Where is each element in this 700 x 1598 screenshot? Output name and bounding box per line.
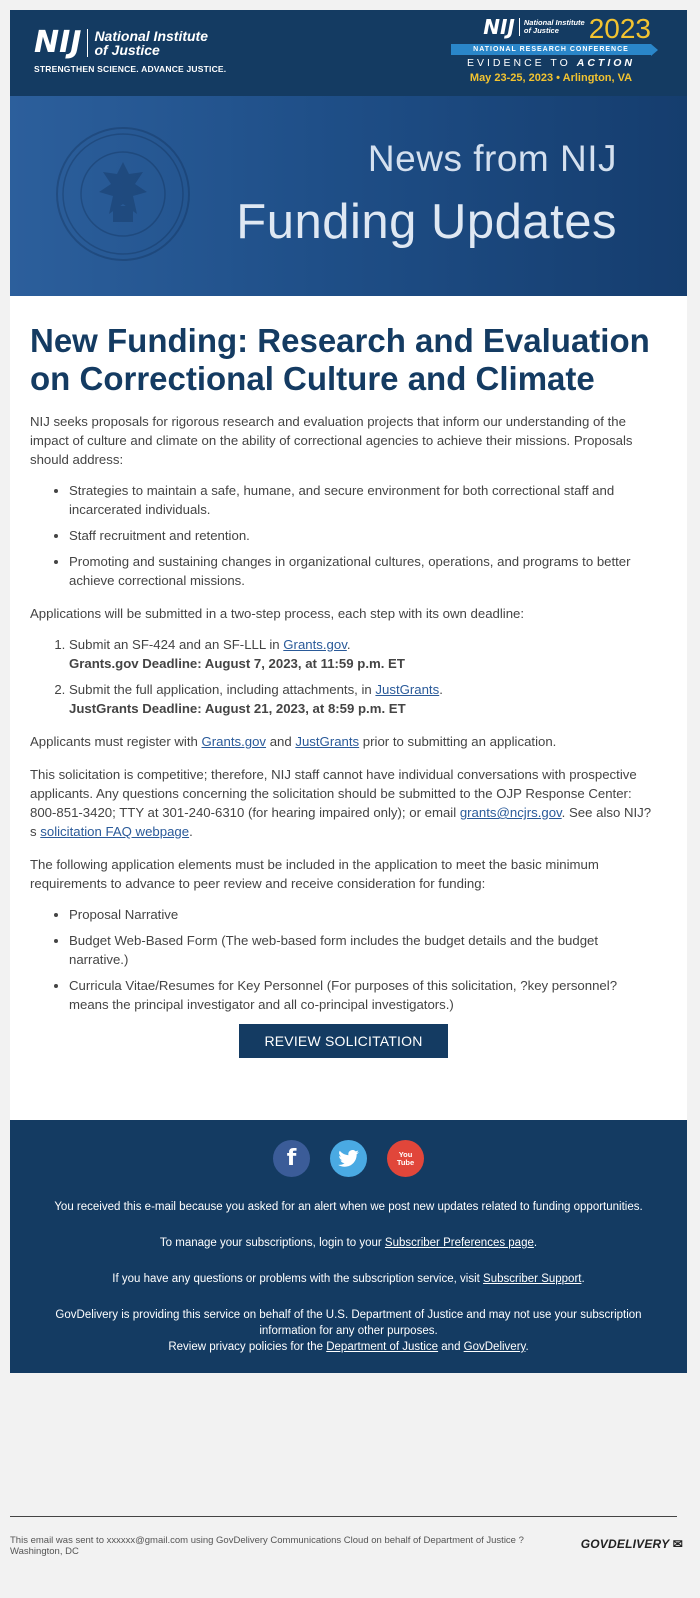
conference-logo-row (451, 13, 651, 44)
questions-notice (40, 1271, 657, 1287)
address-item: • Promoting and sustaining changes in organizational cultures, operations, and programs to better achieve correctional missions. (69, 552, 657, 590)
questions-post: . (581, 1273, 585, 1285)
govdelivery-notice (40, 1307, 657, 1355)
element-item: • Budget Web-Based Form (The web-based form includes the budget details and the budget narrative.) (69, 931, 657, 969)
step2-deadline: JustGrants Deadline: August 21, 2023, at 8:59 p.m. ET (69, 701, 406, 716)
nij-mark: NIJ (34, 25, 82, 60)
facebook-icon[interactable] (273, 1140, 310, 1177)
review-solicitation-button[interactable]: REVIEW SOLICITATION (239, 1024, 447, 1058)
hero-news-title: News from NIJ (367, 138, 617, 179)
conf-name-line1: National Institute (523, 18, 585, 27)
govdelivery-brand: GOVDELIVERY (580, 1537, 670, 1551)
register-post: prior to submitting an application. (359, 734, 557, 749)
step1-text: Submit an SF-424 and an SF-LLL in (69, 637, 284, 652)
email-container (10, 10, 687, 1373)
conf-dates: May 23-25, 2023 • Arlington, VA (469, 72, 633, 84)
competitive-end: . (189, 824, 193, 839)
conf-mark: NIJ (483, 15, 515, 39)
button-wrap (30, 1024, 657, 1058)
email-link[interactable]: grants@ncjrs.gov (459, 805, 562, 820)
conf-year: 2023 (588, 13, 651, 44)
address-item: • Strategies to maintain a safe, humane, and secure environment for both correctional staff and incarcerated individuals. (69, 481, 657, 519)
conf-name-line2: of Justice (523, 26, 559, 35)
questions-pre: If you have any questions or problems with the subscription service, visit (112, 1273, 484, 1285)
steps-list (30, 635, 657, 718)
grants-gov-link[interactable]: Grants.gov (283, 637, 347, 652)
register-pre: Applicants must register with (30, 734, 202, 749)
privacy-pre: Review privacy policies for the (168, 1341, 327, 1353)
nij-name-line2: of Justice (94, 42, 160, 58)
justgrants-link[interactable]: JustGrants (375, 682, 440, 697)
manage-pre: To manage your subscriptions, login to your (159, 1237, 385, 1249)
footer (10, 1120, 687, 1373)
govdelivery-privacy-link[interactable]: GovDelivery (463, 1341, 526, 1353)
register-mid: and (266, 734, 296, 749)
subscriber-support-link[interactable]: Subscriber Support (483, 1273, 582, 1285)
subscriber-preferences-link[interactable]: Subscriber Preferences page (384, 1237, 534, 1249)
doj-seal-icon (55, 126, 191, 262)
conf-action: ACTION (576, 57, 635, 69)
register-grants-gov-link[interactable]: Grants.gov (201, 734, 267, 749)
nij-tagline: STRENGTHEN SCIENCE. ADVANCE JUSTICE. (34, 64, 227, 74)
competitive-mid: . See also NIJ?s (30, 805, 652, 839)
elements-paragraph: The following application elements must be included in the application to meet the basic minimum requirements to advance to peer review and receive consideration for funding: (30, 857, 599, 891)
nij-name (94, 29, 208, 57)
step-item-1: 1. Submit an SF-424 and an SF-LLL in Grants.gov. Grants.gov Deadline: August 7, 2023, at 11:59 p.m. ET (69, 635, 657, 673)
twitter-bird-icon (338, 1150, 360, 1168)
conference-banner[interactable] (451, 13, 651, 84)
elements-list (30, 905, 657, 1014)
facebook-glyph: f (286, 1145, 297, 1171)
step1-deadline: Grants.gov Deadline: August 7, 2023, at 11:59 p.m. ET (69, 656, 405, 671)
envelope-icon: ✉ (672, 1537, 683, 1551)
address-item: • Staff recruitment and retention. (69, 526, 657, 545)
step-item-2: 2. Submit the full application, including attachments, in JustGrants. JustGrants Deadline: August 21, 2023, at 8:59 p.m. ET (69, 680, 657, 718)
legal-text: This email was sent to xxxxxx@gmail.com using GovDelivery Communications Cloud on behalf of Department of Justice ? Washington, DC (10, 1535, 524, 1557)
article-title: New Funding: Research and Evaluation on Correctional Culture and Climate (30, 322, 650, 397)
conf-theme (451, 57, 651, 69)
step2-text: Submit the full application, including attachments, in (69, 682, 376, 697)
conf-evidence: EVIDENCE TO (467, 57, 571, 69)
manage-notice (40, 1235, 657, 1251)
logo-divider (87, 29, 88, 57)
doj-privacy-link[interactable]: Department of Justice (326, 1341, 439, 1353)
manage-post: . (533, 1237, 538, 1249)
competitive-text: This solicitation is competitive; therefore, NIJ staff cannot have individual conversations with prospective applicants. Any questions concerning the solicitation should be submitted to the OJP Response Center: 800-851-3420; TTY at 301-240-6310 (for hearing impaired only); or email (30, 767, 637, 820)
brand-header (10, 10, 687, 96)
competitive-paragraph (30, 765, 657, 841)
address-list (30, 481, 657, 590)
conf-ribbon: NATIONAL RESEARCH CONFERENCE (451, 44, 651, 55)
govdelivery-logo[interactable] (581, 1539, 683, 1550)
article-content (10, 296, 687, 1088)
element-item: • Proposal Narrative (69, 905, 657, 924)
register-paragraph (30, 732, 657, 751)
privacy-mid: and (438, 1341, 464, 1353)
govdelivery-text: GovDelivery is providing this service on behalf of the U.S. Department of Justice and may not use your subscription information for any other purposes. (55, 1309, 642, 1337)
hero-banner (10, 96, 687, 296)
intro-paragraph: NIJ seeks proposals for rigorous research and evaluation projects that inform our understanding of the impact of culture and climate on the ability of correctional agencies to achieve their missions. Proposals should address: (30, 414, 633, 467)
privacy-post: . (525, 1341, 529, 1353)
twitter-icon[interactable] (330, 1140, 367, 1177)
nij-name-line1: National Institute (94, 28, 208, 44)
conf-name (524, 19, 585, 35)
legal-footer (10, 1516, 683, 1557)
conf-divider (519, 18, 520, 36)
youtube-line1: You (398, 1149, 413, 1159)
process-paragraph: Applications will be submitted in a two-step process, each step with its own deadline: (30, 606, 525, 621)
youtube-line2: Tube (396, 1157, 415, 1167)
youtube-icon[interactable] (387, 1140, 424, 1177)
register-justgrants-link[interactable]: JustGrants (295, 734, 360, 749)
received-notice: You received this e-mail because you asked for an alert when we post new updates related to funding opportunities. (54, 1201, 643, 1213)
social-links (40, 1140, 657, 1177)
hero-funding-title: Funding Updates (236, 195, 617, 249)
nij-logo[interactable] (34, 25, 227, 74)
faq-link[interactable]: solicitation FAQ webpage (40, 824, 190, 839)
element-item: • Curricula Vitae/Resumes for Key Personnel (For purposes of this solicitation, ?key personnel? means the principal investigator and all co-principal investigators.) (69, 976, 657, 1014)
